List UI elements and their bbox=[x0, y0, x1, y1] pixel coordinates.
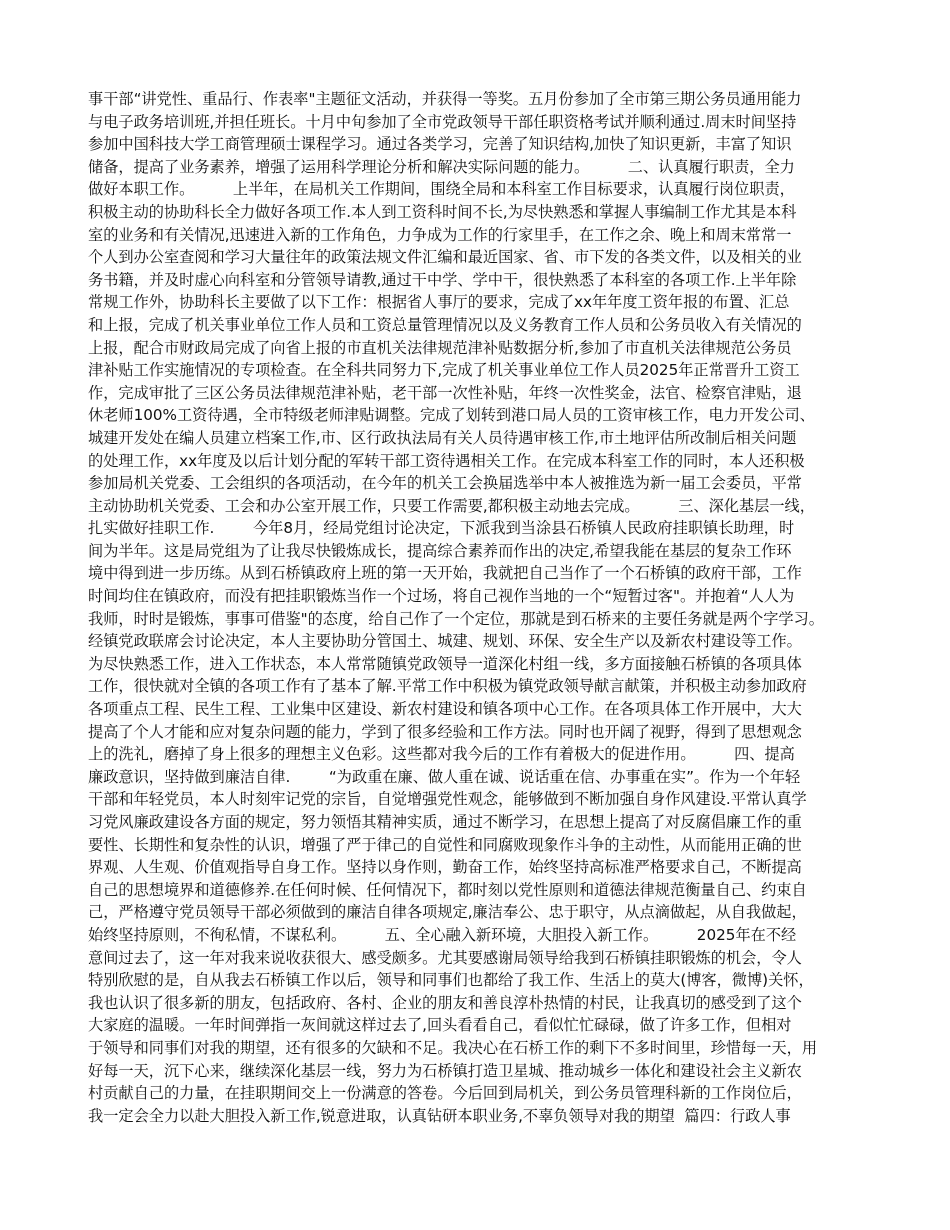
text-line: 上的洗礼，磨掉了身上很多的理想主义色彩。这些都对我今后的工作有着极大的促进作用。 四、提高 bbox=[88, 745, 795, 764]
text-line: 事干部“讲党性、重品行、作表率"主题征文活动，并获得一等奖。五月份参加了全市第三期公务员通用能力 bbox=[88, 90, 802, 108]
text-line: 作，完成审批了三区公务员法律规范津补贴，老干部一次性补贴，年终一次性奖金，法官、检察官津贴，退 bbox=[88, 383, 802, 402]
text-line: 好每一天，沉下心来，继续深化基层一线，努力为石桥镇打造卫星城、推动城乡一体化和建设社会主义新农 bbox=[88, 1061, 802, 1080]
text-line: 城建开发处在编人员建立档案工作,市、区行政执法局有关人员待遇审核工作,市土地评估所改制后相关问题 bbox=[88, 428, 797, 447]
text-line: 参加中国科技大学工商管理硕士课程学习。通过各类学习，完善了知识结构,加快了知识更新，丰富了知识 bbox=[88, 135, 792, 154]
text-line: 廉政意识，坚持做到廉洁自律. “为政重在廉、做人重在诚、说话重在信、办事重在实”。作为一个年轻 bbox=[88, 767, 801, 786]
text-line: 自己的思想境界和道德修养.在任何时候、任何情况下，都时刻以党性原则和道德法律规范衡量自己、约束自 bbox=[88, 880, 807, 899]
text-line: 村贡献自己的力量，在挂职期间交上一份满意的答卷。今后回到局机关，到公务员管理科新的工作岗位后， bbox=[88, 1084, 802, 1103]
text-line: 参加局机关党委、工会组织的各项活动，在今年的机关工会换届选举中本人被推选为新一届工会委员，平常 bbox=[88, 474, 802, 493]
text-line: 始终坚持原则，不徇私情，不谋私利。 五、全心融入新环境，大胆投入新工作。 2025年在不经 bbox=[88, 925, 797, 944]
text-line: 提高了个人才能和应对复杂问题的能力，学到了很多经验和工作方法。同时也开阔了视野，得到了思想观念 bbox=[88, 722, 802, 741]
text-line: 上报，配合市财政局完成了向省上报的市直机关法律规范津补贴数据分析,参加了市直机关法律规范公务员 bbox=[88, 338, 792, 357]
text-line: 和上报，完成了机关事业单位工作人员和工资总量管理情况以及义务教育工作人员和公务员收入有关情况的 bbox=[88, 315, 802, 334]
text-line: 界观、人生观、价值观指导自身工作。坚持以身作则，勤奋工作，始终坚持高标准严格要求自己，不断提高 bbox=[88, 858, 802, 877]
text-line: 做好本职工作。 上半年，在局机关工作期间，围绕全局和本科室工作目标要求，认真履行岗位职责， bbox=[88, 180, 795, 199]
text-line: 要性、长期性和复杂性的认识，增强了严于律己的自觉性和同腐败现象作斗争的主动性，从而能用正确的世 bbox=[88, 835, 802, 854]
text-line: 为尽快熟悉工作，进入工作状态，本人常常随镇党政领导一道深化村组一线，多方面接触石桥镇的各项具体 bbox=[88, 654, 802, 673]
text-line: 我一定会全力以赴大胆投入新工作,锐意进取，认真钻研本职业务,不辜负领导对我的期望 篇四：行政人事 bbox=[88, 1106, 791, 1125]
text-line: 我也认识了很多新的朋友，包括政府、各村、企业的朋友和善良淳朴热情的村民，让我真切的感受到了这个 bbox=[88, 993, 802, 1012]
text-line: 的处理工作，xx年度及以后计划分配的军转干部工资待遇相关工作。在完成本科室工作的同时，本人还积极 bbox=[88, 451, 805, 470]
text-line: 扎实做好挂职工作. 今年8月，经局党组讨论决定，下派我到当涂县石桥镇人民政府挂职镇长助理，时 bbox=[88, 519, 795, 538]
text-line: 习党风廉政建设各方面的规定，努力领悟其精神实质，通过不断学习，在思想上提高了对反腐倡廉工作的重 bbox=[88, 813, 802, 831]
text-line: 特别欣慰的是，自从我去石桥镇工作以后，领导和同事们也都给了我工作、生活上的莫大(博客，微博)关怀， bbox=[88, 971, 814, 990]
text-line: 己，严格遵守党员领导干部必须做到的廉洁自律各项规定,廉洁奉公、忠于职守，从点滴做起，从自我做起， bbox=[88, 903, 807, 922]
text-line: 各项重点工程、民生工程、工业集中区建设、新农村建设和镇各项中心工作。在各项具体工作开展中，大大 bbox=[88, 700, 802, 719]
text-line: 间为半年。这是局党组为了让我尽快锻炼成长，提高综合素养而作出的决定,希望我能在基层的复杂工作环 bbox=[88, 541, 792, 560]
text-line: 境中得到进一步历练。从到石桥镇政府上班的第一天开始，我就把自己当作了一个石桥镇的政府干部，工作 bbox=[88, 564, 802, 583]
document-body bbox=[88, 88, 863, 1127]
text-line: 我师，时时是锻炼，事事可借鉴"的态度，给自己作了一个定位，那就是到石桥来的主要任务就是两个字学习。 bbox=[88, 609, 824, 628]
text-line: 休老师100%工资待遇，全市特级老师津贴调整。完成了划转到港口局人员的工资审核工作，电力开发公司、 bbox=[88, 406, 815, 425]
text-line: 意间过去了，这一年对我来说收获很大、感受颇多。尤其要感谢局领导给我到石桥镇挂职锻炼的机会，令人 bbox=[88, 948, 802, 967]
text-line: 干部和年轻党员，本人时刻牢记党的宗旨，自觉增强党性观念，能够做到不断加强自身作风建设.平常认真学 bbox=[88, 790, 807, 809]
text-line: 与电子政务培训班,并担任班长。十月中旬参加了全市党政领导干部任职资格考试并顺利通过.周末时间坚持 bbox=[88, 112, 797, 131]
text-line: 大家庭的温暖。一年时间弹指一灰间就这样过去了,回头看看自己，看似忙忙碌碌，做了许多工作，但相对 bbox=[88, 1016, 792, 1035]
text-line: 务书籍，并及时虚心向科室和分管领导请教,通过干中学、学中干，很快熟悉了本科室的各项工作.上半年除 bbox=[88, 270, 797, 289]
text-line: 时间均住在镇政府，而没有把挂职锻炼当作一个过场，将自己视作当地的一个“短暂过客"。并抱着“人人为 bbox=[88, 587, 795, 606]
text-line: 个人到办公室查阅和学习大量往年的政策法规文件汇编和最近国家、省、市下发的各类文件，以及相关的业 bbox=[88, 248, 802, 267]
text-line: 主动协助机关党委、工会和办公室开展工作，只要工作需要,都积极主动地去完成。 三、深化基层一线， bbox=[88, 496, 815, 515]
text-line: 储备，提高了业务素养，增强了运用科学理论分析和解决实际问题的能力。 二、认真履行职责，全力 bbox=[88, 157, 795, 176]
text-line: 常规工作外，协助科长主要做了以下工作：根据省人事厅的要求，完成了xx年年度工资年报的布置、汇总 bbox=[88, 293, 790, 312]
text-line: 室的业务和有关情况,迅速进入新的工作角色，力争成为工作的行家里手，在工作之余、晚上和周末常常一 bbox=[88, 225, 792, 244]
text-line: 工作，很快就对全镇的各项工作有了基本了解.平常工作中积极为镇党政领导献言献策，并积极主动参加政府 bbox=[88, 677, 807, 696]
text-line: 于领导和同事们对我的期望，还有很多的欠缺和不足。我决心在石桥工作的剩下不多时间里，珍惜每一天，用 bbox=[88, 1038, 817, 1057]
text-line: 经镇党政联席会讨论决定，本人主要协助分管国土、城建、规划、环保、安全生产以及新农村建设等工作。 bbox=[88, 632, 802, 651]
text-line: 津补贴工作实施情况的专项检查。在全科共同努力下,完成了机关事业单位工作人员2025年正常晋升工资工 bbox=[88, 361, 800, 380]
text-line: 积极主动的协助科长全力做好各项工作.本人到工资科时间不长,为尽快熟悉和掌握人事编制工作尤其是本科 bbox=[88, 202, 797, 221]
